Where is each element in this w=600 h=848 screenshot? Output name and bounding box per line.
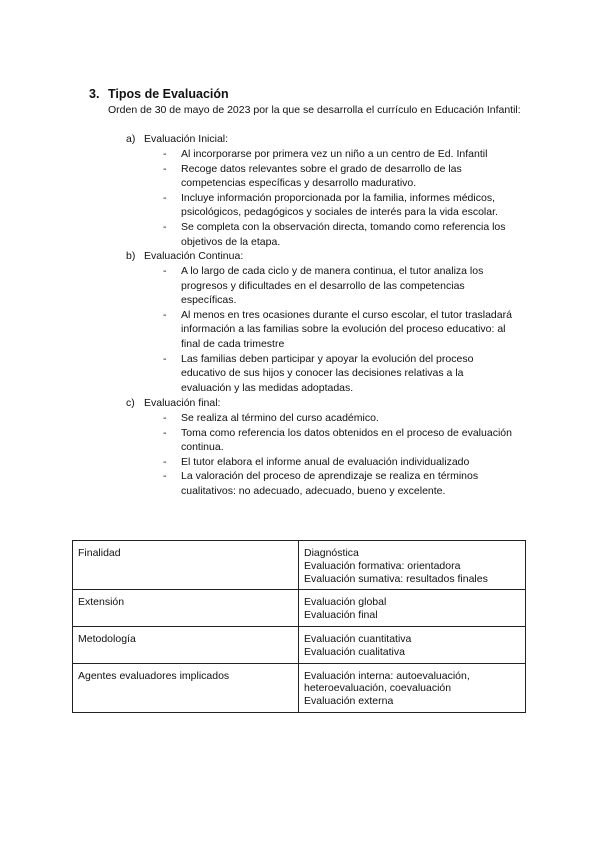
- cell-line: Evaluación cuantitativa: [304, 632, 412, 645]
- list-item: - Al menos en tres ocasiones durante el curso escolar, el tutor trasladará información a las familias sobre la evolución del proceso educativo: al final de cada trimestre: [162, 308, 512, 352]
- cell-line: Evaluación global: [304, 596, 387, 609]
- table-row: [73, 590, 526, 627]
- subsection-list-b: [162, 264, 512, 395]
- table-row: [73, 663, 526, 712]
- subsection-title: Evaluación Inicial:: [144, 133, 229, 145]
- subsection-letter: c): [126, 397, 135, 409]
- list-item: - Se realiza al término del curso académico.: [162, 411, 512, 426]
- subsection-list-c: [162, 411, 512, 499]
- table-row: [73, 626, 526, 663]
- list-item: - Al incorporarse por primera vez un niño a un centro de Ed. Infantil: [162, 147, 512, 162]
- list-item: - Recoge datos relevantes sobre el grado de desarrollo de las competencias específicas y desarrollo madurativo.: [162, 162, 512, 191]
- list-item: - Incluye información proporcionada por la familia, informes médicos, psicológicos, pedagógicos y sociales de interés para la vida escolar.: [162, 191, 512, 220]
- list-item: - El tutor elabora el informe anual de evaluación individualizado: [162, 455, 512, 470]
- subsection-title: Evaluación final:: [144, 397, 221, 409]
- section-intro: Orden de 30 de mayo de 2023 por la que se desarrolla el currículo en Educación Infantil:: [108, 104, 521, 116]
- table-cell-value: [299, 626, 526, 663]
- table-cell-label: Agentes evaluadores implicados: [73, 663, 299, 712]
- table-cell-label: Finalidad: [73, 541, 299, 590]
- subsection-list-a: [162, 147, 512, 249]
- table-cell-value: [299, 541, 526, 590]
- subsection-letter: b): [126, 250, 136, 262]
- subsection-heading-c: [126, 397, 220, 411]
- table-row: [73, 541, 526, 590]
- list-item: - La valoración del proceso de aprendizaje se realiza en términos cualitativos: no adecuado, adecuado, bueno y excelente.: [162, 469, 512, 498]
- subsection-title: Evaluación Continua:: [144, 250, 244, 262]
- table-cell-label: Metodología: [73, 626, 299, 663]
- evaluation-types-table: [72, 540, 526, 713]
- cell-line: Evaluación interna: autoevaluación, heteroevaluación, coevaluación: [304, 669, 470, 695]
- section-number: 3.: [89, 87, 100, 101]
- cell-line: Evaluación cualitativa: [304, 645, 405, 658]
- section-title: Tipos de Evaluación: [108, 87, 229, 101]
- cell-line: Diagnóstica: [304, 547, 359, 559]
- list-item: - A lo largo de cada ciclo y de manera continua, el tutor analiza los progresos y dificultades en el desarrollo de las competencias específicas.: [162, 264, 512, 308]
- subsection-letter: a): [126, 133, 136, 145]
- subsection-heading-a: [126, 133, 228, 147]
- list-item: - Las familias deben participar y apoyar la evolución del proceso educativo de sus hijos y conocer las decisiones relativas a la evaluación y las medidas adoptadas.: [162, 352, 512, 396]
- table-cell-value: [299, 590, 526, 627]
- cell-line: Evaluación externa: [304, 695, 394, 708]
- table-cell-label: Extensión: [73, 590, 299, 627]
- list-item: - Toma como referencia los datos obtenidos en el proceso de evaluación continua.: [162, 426, 512, 455]
- cell-line: Evaluación final: [304, 609, 378, 622]
- list-item: - Se completa con la observación directa, tomando como referencia los objetivos de la etapa.: [162, 220, 512, 249]
- cell-line: Evaluación formativa: orientadora: [304, 559, 461, 572]
- section-heading: [89, 87, 229, 101]
- subsection-heading-b: [126, 250, 243, 264]
- cell-line: Evaluación sumativa: resultados finales: [304, 572, 488, 585]
- table-cell-value: [299, 663, 526, 712]
